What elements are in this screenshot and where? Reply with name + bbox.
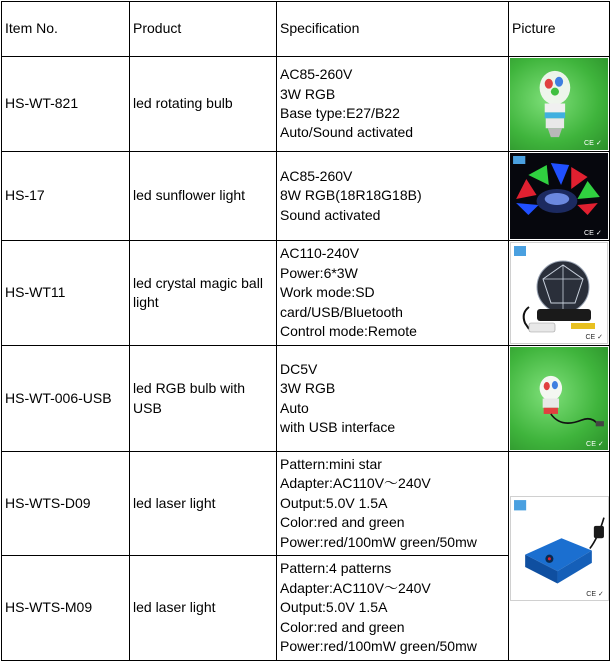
picture-cell bbox=[509, 241, 610, 346]
spec-cell bbox=[277, 57, 509, 152]
product-name: led rotating bulb bbox=[133, 95, 233, 112]
spec-line: Control mode:Remote bbox=[280, 323, 417, 340]
header-picture: Picture bbox=[509, 2, 610, 57]
svg-text:CE ✓: CE ✓ bbox=[583, 230, 602, 237]
spec-cell bbox=[277, 452, 509, 556]
product-name: led crystal magic ball bbox=[133, 274, 263, 291]
item-no-cell: HS-17 bbox=[2, 152, 130, 241]
spec-line: Output:5.0V 1.5A bbox=[280, 494, 388, 511]
rotating-bulb-photo bbox=[510, 58, 608, 150]
spec-line: with USB interface bbox=[280, 418, 396, 435]
spec-cell bbox=[277, 346, 509, 452]
header-item-no: Item No. bbox=[2, 2, 130, 57]
product-cell bbox=[130, 152, 277, 241]
product-cell bbox=[130, 57, 277, 152]
item-no-cell: HS-WTS-D09 bbox=[2, 452, 130, 556]
picture-cell bbox=[509, 452, 610, 661]
svg-text:CE ✓: CE ✓ bbox=[586, 589, 604, 598]
spec-line: Power:red/100mW green/50mw bbox=[280, 533, 477, 550]
spec-line: Auto bbox=[280, 399, 309, 416]
item-no-cell: HS-WTS-M09 bbox=[2, 556, 130, 661]
usb-bulb-photo bbox=[510, 347, 608, 450]
item-no-cell: HS-WT-821 bbox=[2, 57, 130, 152]
product-name: led sunflower light bbox=[133, 187, 246, 204]
item-no-cell: HS-WT11 bbox=[2, 241, 130, 346]
spec-cell bbox=[277, 241, 509, 346]
spec-line: Base type:E27/B22 bbox=[280, 105, 400, 121]
header-row bbox=[2, 2, 610, 57]
spec-cell bbox=[277, 556, 509, 661]
header-product: Product bbox=[130, 2, 277, 57]
product-cell bbox=[130, 452, 277, 556]
product-name: light bbox=[133, 294, 159, 310]
svg-text:CE ✓: CE ✓ bbox=[586, 439, 604, 448]
spec-line: Color:red and green bbox=[280, 618, 405, 635]
spec-line: 8W RGB(18R18G18B) bbox=[280, 187, 422, 204]
spec-line: DC5V bbox=[280, 360, 318, 377]
spec-line: AC85-260V bbox=[280, 167, 353, 184]
spec-line: Output:5.0V 1.5A bbox=[280, 599, 388, 616]
product-cell bbox=[130, 241, 277, 346]
spec-cell bbox=[277, 152, 509, 241]
item-no-cell: HS-WT-006-USB bbox=[2, 346, 130, 452]
table-row bbox=[2, 241, 610, 346]
picture-cell bbox=[509, 57, 610, 152]
picture-cell bbox=[509, 346, 610, 452]
spec-line: Power:6*3W bbox=[280, 264, 358, 281]
product-name: USB bbox=[133, 399, 162, 416]
table-row bbox=[2, 152, 610, 241]
spec-line: 3W RGB bbox=[280, 85, 336, 102]
product-cell bbox=[130, 556, 277, 661]
spec-line: AC85-260V bbox=[280, 66, 353, 83]
spec-line: Auto/Sound activated bbox=[280, 124, 414, 141]
spec-line: card/USB/Bluetooth bbox=[280, 303, 403, 320]
product-name: led RGB bulb with bbox=[133, 380, 246, 397]
spec-line: Power:red/100mW green/50mw bbox=[280, 638, 477, 655]
svg-text:CE ✓: CE ✓ bbox=[584, 140, 602, 148]
crystal-ball-photo bbox=[510, 242, 608, 344]
laser-light-photo bbox=[510, 496, 609, 601]
table-row bbox=[2, 452, 610, 556]
product-cell bbox=[130, 346, 277, 452]
product-name: led laser light bbox=[133, 599, 216, 616]
table-row bbox=[2, 346, 610, 452]
spec-line: Pattern:4 patterns bbox=[280, 560, 392, 577]
spec-line: Work mode:SD bbox=[280, 284, 375, 301]
table-row bbox=[2, 57, 610, 152]
sunflower-light-photo bbox=[510, 153, 608, 239]
svg-text:CE ✓: CE ✓ bbox=[585, 334, 603, 341]
spec-line: Color:red and green bbox=[280, 514, 405, 531]
product-spec-table bbox=[1, 1, 610, 661]
spec-line: Adapter:AC110V～240V bbox=[280, 579, 431, 596]
spec-line: Pattern:mini star bbox=[280, 455, 382, 472]
header-specification: Specification bbox=[277, 2, 509, 57]
spec-line: AC110-240V bbox=[280, 245, 360, 262]
spec-line: Sound activated bbox=[280, 206, 381, 223]
product-name: led laser light bbox=[133, 494, 216, 511]
spec-line: Adapter:AC110V～240V bbox=[280, 475, 431, 492]
spec-line: 3W RGB bbox=[280, 380, 336, 397]
picture-cell bbox=[509, 152, 610, 241]
